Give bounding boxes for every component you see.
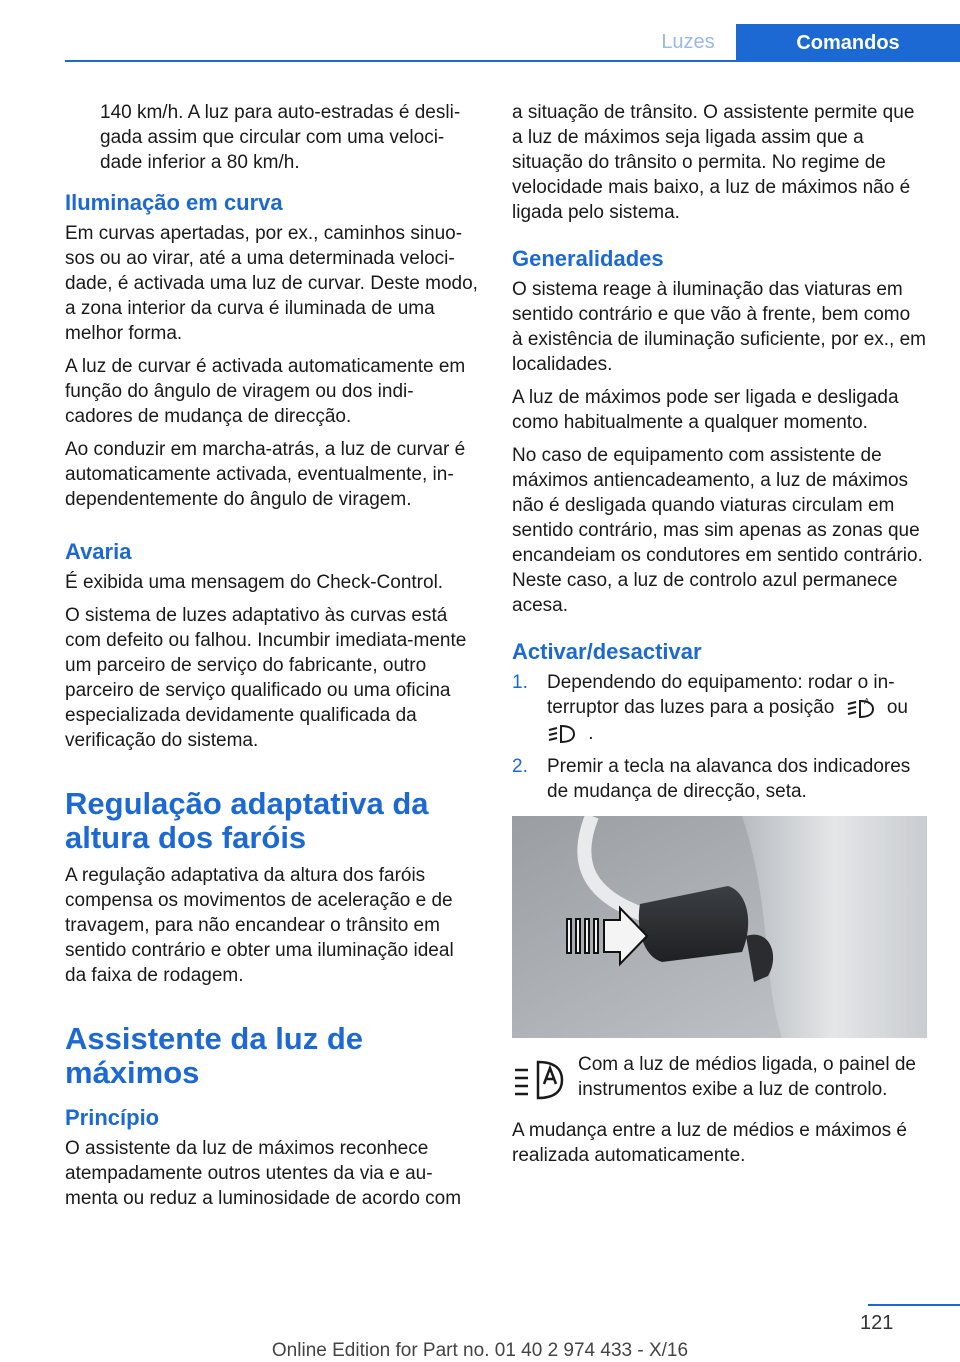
switching-note: A mudança entre a luz de médios e máximos é realizada automaticamente.	[512, 1120, 907, 1166]
right-column	[512, 100, 926, 1176]
activate-steps	[512, 670, 926, 804]
high-beam-assistant-indicator-icon	[512, 1052, 566, 1106]
footer-edition: Online Edition for Part no. 01 40 2 974 433 - X/16	[271, 1340, 689, 1361]
low-beam-icon	[547, 722, 577, 746]
general-paragraph-1: O sistema reage à iluminação das viaturas em sentido contrário e que vão à frente, bem como à existência de iluminação suficiente, por ex., em localidades.	[512, 279, 926, 375]
turn-signal-lever-illustration	[512, 816, 927, 1038]
indicator-note: Com a luz de médios ligada, o painel de instrumentos exibe a luz de controlo.	[578, 1054, 916, 1100]
high-beam-assistant-heading: Assistente da luz de máximos	[65, 1021, 364, 1090]
step-1-end: .	[588, 723, 594, 744]
headlight-range-heading: Regulação adaptativa da altura dos faróis	[65, 786, 429, 855]
header-tab-luzes[interactable]: Luzes	[661, 31, 715, 53]
page-number: 121	[860, 1312, 894, 1334]
cornering-heading: Iluminação em curva	[65, 190, 283, 215]
headlight-range-paragraph: A regulação adaptativa da altura dos faróis compensa os movimentos de aceleração e de travagem, para não encandear o trânsito em sentido contrário e obter uma iluminação ideal da faixa de rodagem.	[65, 865, 454, 986]
step-1-or: ou	[886, 697, 908, 719]
step-number: 2.	[512, 756, 528, 777]
principle-paragraph: O assistente da luz de máximos reconhece atempadamente outros utentes da via e au-menta ou reduz a luminosidade de acordo com	[65, 1138, 462, 1209]
header-tab-comandos[interactable]: Comandos	[736, 24, 960, 62]
left-column	[65, 100, 479, 1219]
general-paragraph-2: A luz de máximos pode ser ligada e desligada como habitualmente a qualquer momento.	[512, 387, 899, 433]
cornering-paragraph-1: Em curvas apertadas, por ex., caminhos sinuo-sos ou ao virar, até a uma determinada veloci-dade, é activada uma luz de curvar. Deste modo, a zona interior da curva é iluminada de uma melhor forma.	[65, 223, 478, 344]
malfunction-paragraph-2: O sistema de luzes adaptativo às curvas está com defeito ou falhou. Incumbir imediata-mente um parceiro de serviço do fabricante, outro parceiro de serviço qualificado ou uma oficina especializada devidamente qualificada da verificação do sistema.	[65, 605, 467, 751]
footer-rule	[868, 1304, 960, 1306]
auto-headlight-icon	[846, 695, 876, 721]
list-item	[512, 754, 926, 804]
step-body	[547, 670, 926, 746]
principle-continued: a situação de trânsito. O assistente permite que a luz de máximos seja ligada assim que a situação do trânsito o permita. No regime de velocidade mais baixo, a luz de máximos não é ligada pelo sistema.	[512, 102, 915, 223]
activate-heading: Activar/desactivar	[512, 639, 702, 664]
general-paragraph-3: No caso de equipamento com assistente de máximos antiencadeamento, a luz de máximos não é desligada quando viaturas circulam em sentido contrário, mas sim apenas as zonas que encandeiam os condutores em sentido contrário. Neste caso, a luz de controlo azul permanece acesa.	[512, 445, 923, 616]
malfunction-paragraph-1: É exibida uma mensagem do Check-Control.	[65, 572, 444, 593]
cornering-paragraph-3: Ao conduzir em marcha-atrás, a luz de curvar é automaticamente activada, eventualmente, in-dependentemente do ângulo de viragem.	[65, 439, 466, 510]
principle-heading: Princípio	[65, 1105, 160, 1130]
cornering-paragraph-2: A luz de curvar é activada automaticamente em função do ângulo de viragem ou dos indi-cadores de mudança de direcção.	[65, 356, 466, 427]
indicator-notice	[512, 1052, 926, 1106]
svg-text:A: A	[863, 697, 869, 706]
intro-continued: 140 km/h. A luz para auto-estradas é desli-gada assim que circular com uma veloci-dade inferior a 80 km/h.	[100, 102, 461, 173]
step-1-text: Dependendo do equipamento: rodar o in-terruptor das luzes para a posição	[547, 672, 895, 719]
malfunction-heading: Avaria	[65, 539, 132, 564]
step-number: 1.	[512, 672, 528, 693]
step-2-text: Premir a tecla na alavanca dos indicadores de mudança de direcção, seta.	[547, 756, 911, 802]
list-item	[512, 670, 926, 746]
general-heading: Generalidades	[512, 246, 664, 271]
